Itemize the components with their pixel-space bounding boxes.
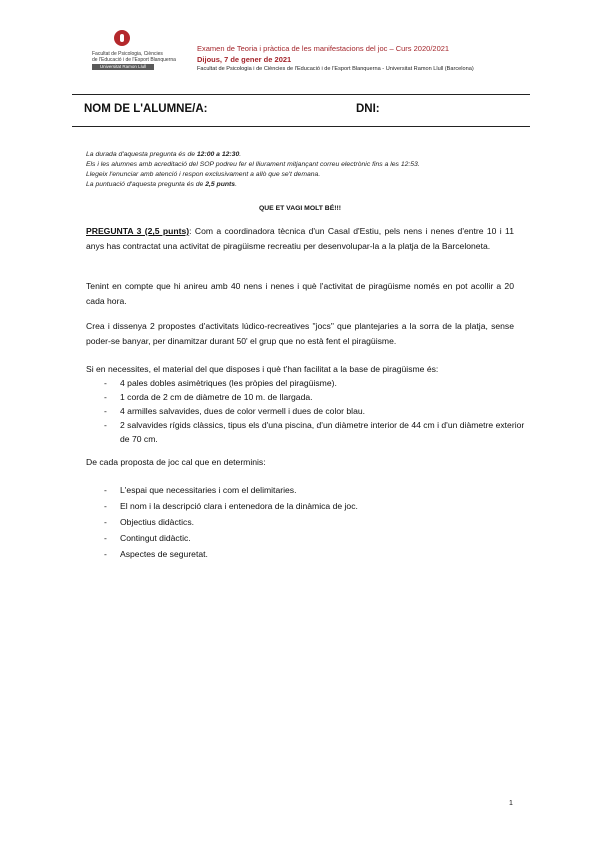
logo-text-line-2: de l'Educació i de l'Esport Blanquerna [92, 57, 176, 63]
good-luck-message: QUE ET VAGI MOLT BÉ!!! [258, 205, 342, 212]
instruction-score: La puntuació d'aquesta pregunta és de 2,5 punts. [86, 181, 237, 188]
question-paragraph-5: De cada proposta de joc cal que en determinis: [86, 457, 266, 467]
instruction-duration: La durada d'aquesta pregunta és de 12:00 a 12:30. [86, 151, 242, 158]
question-title: PREGUNTA 3 (2,5 punts) [86, 226, 190, 236]
instruction-read: Llegeix l'enunciar amb atenció i respon exclusivament a allò que se't demana. [86, 171, 321, 178]
list-item: - 1 corda de 2 cm de diàmetre de 10 m. de llargada. [104, 392, 313, 402]
question-paragraph-2: Tenint en compte que hi anireu amb 40 nens i nenes i què l'activitat de piragüisme només en pot acollir a 20 cada hora. [86, 281, 514, 306]
logo-university-band: Universitat Ramon Llull [92, 64, 154, 70]
exam-title: Examen de Teoria i pràctica de les manifestacions del joc – Curs 2020/2021 [197, 44, 450, 53]
top-rule [72, 94, 530, 95]
materials-list [104, 376, 532, 446]
logo-text-line-1: Facultat de Psicologia, Ciències [92, 51, 163, 57]
list-item: - L'espai que necessitaries i com el delimitaries. [104, 485, 297, 495]
list-item: - 2 salvavides rígids clàssics, tipus els d'una piscina, d'un diàmetre interior de 44 cm i d'un diàmetre exterior de 70 cm. [104, 420, 525, 444]
dni-label: DNI: [356, 103, 380, 115]
bottom-rule [72, 126, 530, 127]
student-name-label: NOM DE L'ALUMNE/A: [84, 103, 208, 115]
exam-date: Dijous, 7 de gener de 2021 [197, 55, 292, 64]
list-item: - 4 armilles salvavides, dues de color vermell i dues de color blau. [104, 406, 366, 416]
list-item: - Contingut didàctic. [104, 533, 191, 543]
faculty-line: Facultat de Psicologia i de Ciències de l'Educació i de l'Esport Blanquerna - Universitat Ramon Llull (Barcelona) [197, 66, 474, 72]
list-item: - El nom i la descripció clara i entenedora de la dinàmica de joc. [104, 501, 358, 511]
list-item: - Objectius didàctics. [104, 517, 195, 527]
list-item: - 4 pales dobles asimètriques (les pròpies del piragüisme). [104, 378, 337, 388]
question-paragraph-3: Crea i dissenya 2 propostes d'activitats lúdico-recreatives "jocs" que plantejaries a la sorra de la platja, sense poder-se banyar, per dinamitzar durant 50' el grup que no està fent el piragüisme. [86, 321, 514, 346]
question-paragraph-4: Si en necessites, el material del que disposes i què t'han facilitat a la base de piragüisme és: [86, 364, 439, 374]
criteria-list [104, 483, 532, 561]
list-item: - Aspectes de seguretat. [104, 549, 208, 559]
logo-mark [120, 34, 124, 42]
page-number: 1 [509, 800, 513, 807]
instruction-sop: Els i les alumnes amb acreditació del SOP podreu fer el lliurament mitjançant correu electrònic fins a les 12:53. [86, 161, 420, 168]
question-intro: PREGUNTA 3 (2,5 punts): Com a coordinadora tècnica d'un Casal d'Estiu, pels nens i nenes d'entre 10 i 11 anys has contractat una activitat de piragüisme recreatiu per desenvolupar-la a la platja de la Barceloneta. [86, 226, 514, 251]
